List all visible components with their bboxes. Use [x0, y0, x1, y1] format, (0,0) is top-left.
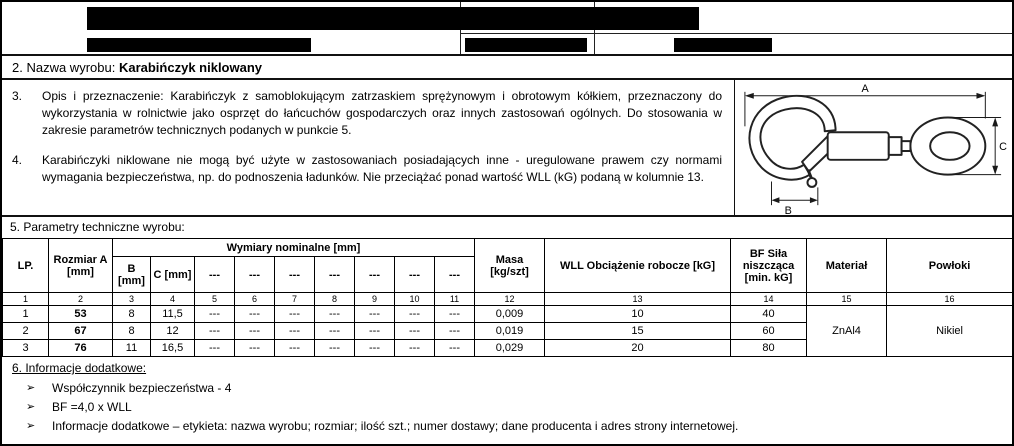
- section-6: [2, 357, 1012, 436]
- section-3-paragraph: [12, 88, 730, 139]
- bullet-arrow-icon: ➢: [26, 401, 36, 413]
- spring-knob: [807, 178, 816, 187]
- cell-lp: 2: [3, 323, 49, 340]
- cell-rozmiar: 67: [49, 323, 113, 340]
- redacted-bar-left: [87, 38, 311, 52]
- col-number: 5: [195, 293, 235, 306]
- col-number: 1: [3, 293, 49, 306]
- col-header-group: Wymiary nominalne [mm]: [113, 239, 475, 257]
- table-header-row-1: [3, 239, 1013, 257]
- cell-wll: 20: [545, 340, 731, 357]
- swivel-pin: [902, 141, 911, 151]
- cell-wll: 15: [545, 323, 731, 340]
- bullet-arrow-icon: ➢: [26, 382, 36, 394]
- swivel-collar: [889, 137, 902, 155]
- cell-bf: 80: [731, 340, 807, 357]
- col-header-dash: ---: [395, 257, 435, 293]
- cell-masa: 0,019: [475, 323, 545, 340]
- col-number: 8: [315, 293, 355, 306]
- cell-dash: ---: [315, 340, 355, 357]
- dim-c-label: C: [999, 140, 1007, 153]
- bullet-arrow-icon: ➢: [26, 420, 36, 432]
- col-number: 9: [355, 293, 395, 306]
- section-2-product-name: [2, 56, 1012, 80]
- snap-hook-drawing: [749, 96, 985, 187]
- cell-rozmiar: 53: [49, 306, 113, 323]
- eye-inner: [930, 132, 969, 160]
- redacted-bar-title: [87, 7, 699, 30]
- col-header-lp: LP.: [3, 239, 49, 293]
- col-number: 15: [807, 293, 887, 306]
- redacted-bar-middle: [465, 38, 587, 52]
- cell-bf: 60: [731, 323, 807, 340]
- cell-dash: ---: [195, 306, 235, 323]
- cell-b: 8: [113, 323, 151, 340]
- col-number: 13: [545, 293, 731, 306]
- cell-dash: ---: [395, 323, 435, 340]
- section-4-text: Karabińczyki niklowane nie mogą być użyte w zastosowaniach posiadających inne - uregulowane prawem czy normami wymagania bezpieczeństwa, np. do podnoszenia ładunków. Nie przeciążać ponad wartość WLL (kG) podaną w kolumnie 13.: [42, 153, 722, 184]
- col-number: 16: [887, 293, 1013, 306]
- section-2-label: 2. Nazwa wyrobu:: [12, 60, 116, 75]
- col-number: 7: [275, 293, 315, 306]
- hook-shaft: [828, 132, 889, 160]
- col-header-b: B [mm]: [113, 257, 151, 293]
- cell-b: 11: [113, 340, 151, 357]
- cell-masa: 0,029: [475, 340, 545, 357]
- section-5-title: 5. Parametry techniczne wyrobu:: [10, 220, 185, 234]
- bullet-item: [12, 379, 1004, 398]
- col-header-dash: ---: [235, 257, 275, 293]
- col-number: 11: [435, 293, 475, 306]
- col-number: 6: [235, 293, 275, 306]
- column-number-row: [3, 293, 1013, 306]
- bullet-text: Informacje dodatkowe – etykieta: nazwa wyrobu; rozmiar; ilość szt.; numer dostawy; dane producenta i adres strony internetowej.: [52, 419, 739, 433]
- section-6-title: 6. Informacje dodatkowe:: [12, 361, 147, 375]
- cell-dash: ---: [435, 340, 475, 357]
- cell-dash: ---: [435, 306, 475, 323]
- col-header-dash: ---: [355, 257, 395, 293]
- cell-lp: 1: [3, 306, 49, 323]
- col-header-c: C [mm]: [151, 257, 195, 293]
- snap-hook-diagram: [737, 81, 1009, 215]
- cell-masa: 0,009: [475, 306, 545, 323]
- col-number: 14: [731, 293, 807, 306]
- cell-bf: 40: [731, 306, 807, 323]
- cell-b: 8: [113, 306, 151, 323]
- bullet-text: Współczynnik bezpieczeństwa - 4: [52, 381, 232, 395]
- cell-dash: ---: [315, 323, 355, 340]
- parameters-table: [2, 238, 1013, 357]
- col-header-masa: Masa [kg/szt]: [475, 239, 545, 293]
- cell-dash: ---: [275, 323, 315, 340]
- col-number: 2: [49, 293, 113, 306]
- dim-a-label: A: [861, 82, 869, 95]
- col-header-rozmiar: Rozmiar A [mm]: [49, 239, 113, 293]
- cell-dash: ---: [355, 306, 395, 323]
- diagram-box: [734, 80, 1012, 215]
- col-header-wll: WLL Obciążenie robocze [kG]: [545, 239, 731, 293]
- cell-dash: ---: [195, 323, 235, 340]
- cell-dash: ---: [315, 306, 355, 323]
- description-paragraphs: [2, 80, 734, 215]
- bullet-text: BF =4,0 x WLL: [52, 400, 132, 414]
- section-4-number: 4.: [12, 153, 23, 167]
- col-number: 12: [475, 293, 545, 306]
- cell-dash: ---: [395, 340, 435, 357]
- cell-c: 11,5: [151, 306, 195, 323]
- description-band: [2, 80, 1012, 217]
- col-header-powloki: Powłoki: [887, 239, 1013, 293]
- dim-b-label: B: [784, 205, 792, 215]
- section-3-number: 3.: [12, 89, 23, 103]
- header-divider-horizontal: [460, 33, 1012, 34]
- cell-dash: ---: [275, 306, 315, 323]
- cell-dash: ---: [275, 340, 315, 357]
- cell-dash: ---: [235, 306, 275, 323]
- col-header-bf: BF Siła niszcząca [min. kG]: [731, 239, 807, 293]
- cell-dash: ---: [355, 340, 395, 357]
- col-header-material: Materiał: [807, 239, 887, 293]
- cell-dash: ---: [195, 340, 235, 357]
- col-header-dash: ---: [435, 257, 475, 293]
- table-row: [3, 306, 1013, 323]
- cell-material: ZnAl4: [807, 306, 887, 357]
- col-number: 10: [395, 293, 435, 306]
- hook-curve: [749, 96, 835, 180]
- section-3-text: Opis i przeznaczenie: Karabińczyk z samoblokującym zatrzaskiem sprężynowym i obrotowym kółkiem, przeznaczony do wykorzystania w rolnictwie jako osprzęt do łańcuchów gospodarczych oraz innych zastosowań ogólnych. Do stosowania w zakresie parametrów technicznych podanych w punkcie 5.: [42, 89, 722, 137]
- product-name: Karabińczyk niklowany: [118, 60, 263, 75]
- cell-powloki: Nikiel: [887, 306, 1013, 357]
- redacted-bar-right: [674, 38, 772, 52]
- cell-wll: 10: [545, 306, 731, 323]
- bullet-item: [12, 398, 1004, 417]
- cell-dash: ---: [395, 306, 435, 323]
- col-number: 3: [113, 293, 151, 306]
- section-4-paragraph: [12, 152, 730, 186]
- col-header-dash: ---: [275, 257, 315, 293]
- col-header-dash: ---: [315, 257, 355, 293]
- bullet-item: [12, 417, 1004, 436]
- cell-dash: ---: [435, 323, 475, 340]
- document-header: [2, 2, 1012, 56]
- cell-lp: 3: [3, 340, 49, 357]
- col-number: 4: [151, 293, 195, 306]
- col-header-dash: ---: [195, 257, 235, 293]
- cell-rozmiar: 76: [49, 340, 113, 357]
- cell-dash: ---: [355, 323, 395, 340]
- cell-c: 16,5: [151, 340, 195, 357]
- cell-dash: ---: [235, 323, 275, 340]
- cell-dash: ---: [235, 340, 275, 357]
- cell-c: 12: [151, 323, 195, 340]
